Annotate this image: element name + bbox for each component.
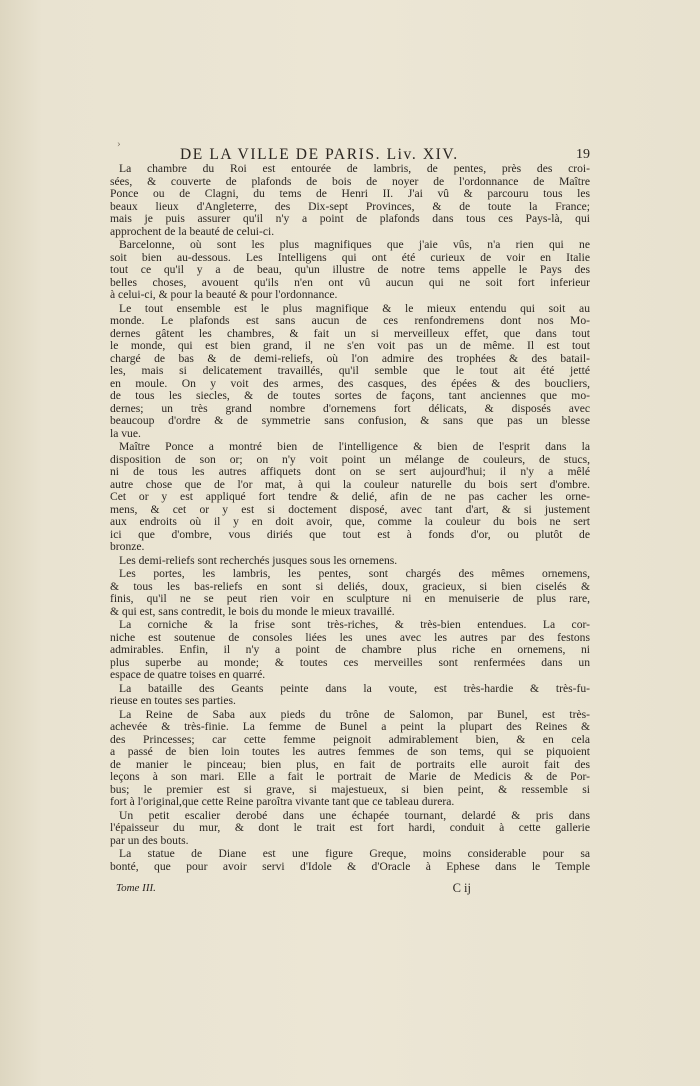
text-line: La bataille des Geants peinte dans la voute, est très-hardie & très-fu- — [119, 681, 590, 695]
paragraph — [110, 709, 590, 809]
text-line: tout ce qu'il y a de beau, qu'un illustre de notre tems appelle le Pays des — [110, 263, 590, 276]
paragraph — [110, 163, 590, 238]
signature-mark: C ij — [452, 881, 471, 895]
text-line: disposition de son or; on n'y voit point un mélange de couleurs, de stucs, — [110, 452, 590, 466]
text-line: Barcelonne, où sont les plus magnifiques que j'aie vûs, n'a rien qui ne — [119, 238, 590, 251]
text-line: beaucoup d'ordre & de symmetrie sans confusion, & sans que pas un blesse — [110, 414, 590, 427]
text-line: le monde, qui est bien grand, il ne s'en voit pas un de même. Il est tout — [110, 339, 590, 352]
text-line: achevée & très-finie. La femme de Bunel a peint la plupart des Reines & — [110, 720, 590, 733]
paragraph — [110, 568, 590, 618]
running-title: DE LA VILLE DE PARIS. Liv. XIV. — [180, 146, 459, 163]
text-line: La statue de Diane est une figure Greque, moins considerable pour sa — [119, 847, 590, 860]
text-line: Le tout ensemble est le plus magnifique & le mieux entendu qui soit au — [119, 301, 590, 315]
text-line: & qui est, sans contredit, le bois du monde le mieux travaillé. — [110, 604, 395, 618]
volume-label: Tome III. — [116, 882, 156, 894]
text-line: Les portes, les lambris, les pentes, sont chargés des mêmes ornemens, — [119, 567, 590, 580]
text-line: finis, qu'il ne se peut rien voir en sculpture ni en menuiserie de plus rare, — [110, 592, 590, 605]
text-line: plus superbe au monde; & toutes ces merveilles sont renfermées dans un — [110, 655, 590, 669]
page-number: 19 — [576, 147, 590, 162]
text-line: dernes gâtent les chambres, & fait un si merveilleux effet, que dans tout — [110, 326, 590, 340]
text-line: aux endroits où il y en doit avoir, que, comme la couleur du bois ne sert — [110, 515, 590, 528]
text-line: monde. Le plafonds est sans aucun de ces renfondremens dont nos Mo- — [110, 314, 590, 327]
text-line: Ponce ou de Clagni, du tems de Henri II. J'ai vû & parcouru tous les — [110, 187, 590, 200]
text-line: de manier le pinceau; bien plus, en fait de portraits elle auroit fait des — [110, 757, 590, 771]
text-line: bonté, que pour avoir servi d'Idole & d'Oracle à Ephese dans le Temple — [110, 859, 590, 873]
text-line: & tous les bas-reliefs en sont si deliés, doux, gracieux, si bien ciselés & — [110, 579, 590, 593]
text-line: la vue. — [110, 426, 141, 440]
text-line: La corniche & la frise sont très-riches, & très-bien entendues. La cor- — [119, 618, 590, 631]
paragraph — [110, 441, 590, 554]
text-line: chargé de bas & de demi-reliefs, où l'on admire des trophées & des batail- — [110, 351, 590, 365]
body-text — [110, 163, 590, 874]
text-line: par un des bouts. — [110, 833, 189, 847]
paragraph — [110, 619, 590, 682]
paragraph — [110, 683, 590, 708]
text-line: admirables. Enfin, il n'y a point de chambre plus riche en ornemens, ni — [110, 643, 590, 656]
text-line: autre chose que de l'or mat, à qui la couleur naturelle du bois sert d'ombre. — [110, 477, 590, 491]
paragraph — [110, 303, 590, 441]
text-line: ni de tous les autres affiquets dont on se sert aujourd'hui; il n'y a mêlé — [110, 465, 590, 478]
text-line: Cet or y est appliqué fort tendre & delié, afin de ne pas cacher les orne- — [110, 490, 590, 503]
paragraph — [110, 239, 590, 302]
text-line: à celui-ci, & pour la beauté & pour l'ordonnance. — [110, 288, 338, 301]
text-line: La Reine de Saba aux pieds du trône de Salomon, par Bunel, est très- — [119, 707, 590, 721]
text-line: les, mais si delicatement travaillés, qu'il semble que le tout ait été jetté — [110, 364, 590, 377]
text-line: Un petit escalier derobé dans une échapée tournant, delardé & pris dans — [119, 808, 590, 822]
text-line: a passé de bien loin toutes les autres femmes de son tems, qui se piquoient — [110, 745, 590, 758]
text-line: soit bien au-dessous. Les Intelligens qui ont été curieux de voir en Italie — [110, 250, 590, 264]
text-line: espace de quatre toises en quarré. — [110, 668, 266, 681]
page-footer — [116, 882, 471, 898]
text-line: fort à l'original,que cette Reine paroîtra vivante tant que ce tableau durera. — [110, 795, 455, 808]
paragraph — [110, 555, 590, 568]
text-line: mens, & cet or y est si doctement disposé, avec tant d'art, & si justement — [110, 502, 590, 516]
text-line: en moule. On y voit des armes, des casques, des épées & des boucliers, — [110, 376, 590, 390]
text-line: de tous les siecles, & de toutes sortes de façons, tant anciennes que mo- — [110, 389, 590, 402]
text-line: ici que d'ombre, vous diriés que tout est à fonds d'or, ou plutôt de — [110, 527, 590, 541]
text-line: leçons à son mari. Elle a fait le portrait de Marie de Medicis & de Por- — [110, 770, 590, 783]
text-line: niche est soutenue de consoles liées les unes avec les autres par des festons — [110, 630, 590, 644]
text-line: l'épaisseur du mur, & dont le trait est fort hardi, conduit à cette gallerie — [110, 821, 590, 834]
text-line: mais je puis assurer qu'il n'y a point de plafonds dans tous ces Pays-là, qui — [110, 212, 590, 225]
text-line: Maître Ponce a montré bien de l'intelligence & bien de l'esprit dans la — [119, 440, 590, 453]
text-line: des Princesses; car cette femme peignoit admirablement bien, & en cela — [110, 732, 590, 746]
text-line: beaux lieux d'Angleterre, des Dix-sept Provinces, & de toute la France; — [110, 199, 590, 213]
paragraph — [110, 810, 590, 848]
margin-mark: › — [117, 140, 121, 150]
text-line: La chambre du Roi est entourée de lambris, de pentes, près des croi- — [119, 162, 590, 175]
text-line: bronze. — [110, 540, 145, 553]
text-line: dernes; un très grand nombre d'ornemens fort délicats, & disposés avec — [110, 401, 590, 415]
text-line: belles choses, avouent qu'ils n'en ont vû aucun qui ne soit fort inferieur — [110, 275, 590, 289]
paragraph — [110, 848, 590, 873]
text-line: sées, & couverte de plafonds de bois de noyer de l'ordonnance de Maître — [110, 174, 590, 188]
text-line: bus; le premier est si grave, si majestueux, si bien peint, & ressemble si — [110, 782, 590, 796]
text-line: approchent de la beauté de celui-ci. — [110, 224, 275, 238]
text-line: Les demi-reliefs sont recherchés jusques sous les ornemens. — [119, 553, 398, 567]
text-line: rieuse en toutes ses parties. — [110, 694, 236, 707]
